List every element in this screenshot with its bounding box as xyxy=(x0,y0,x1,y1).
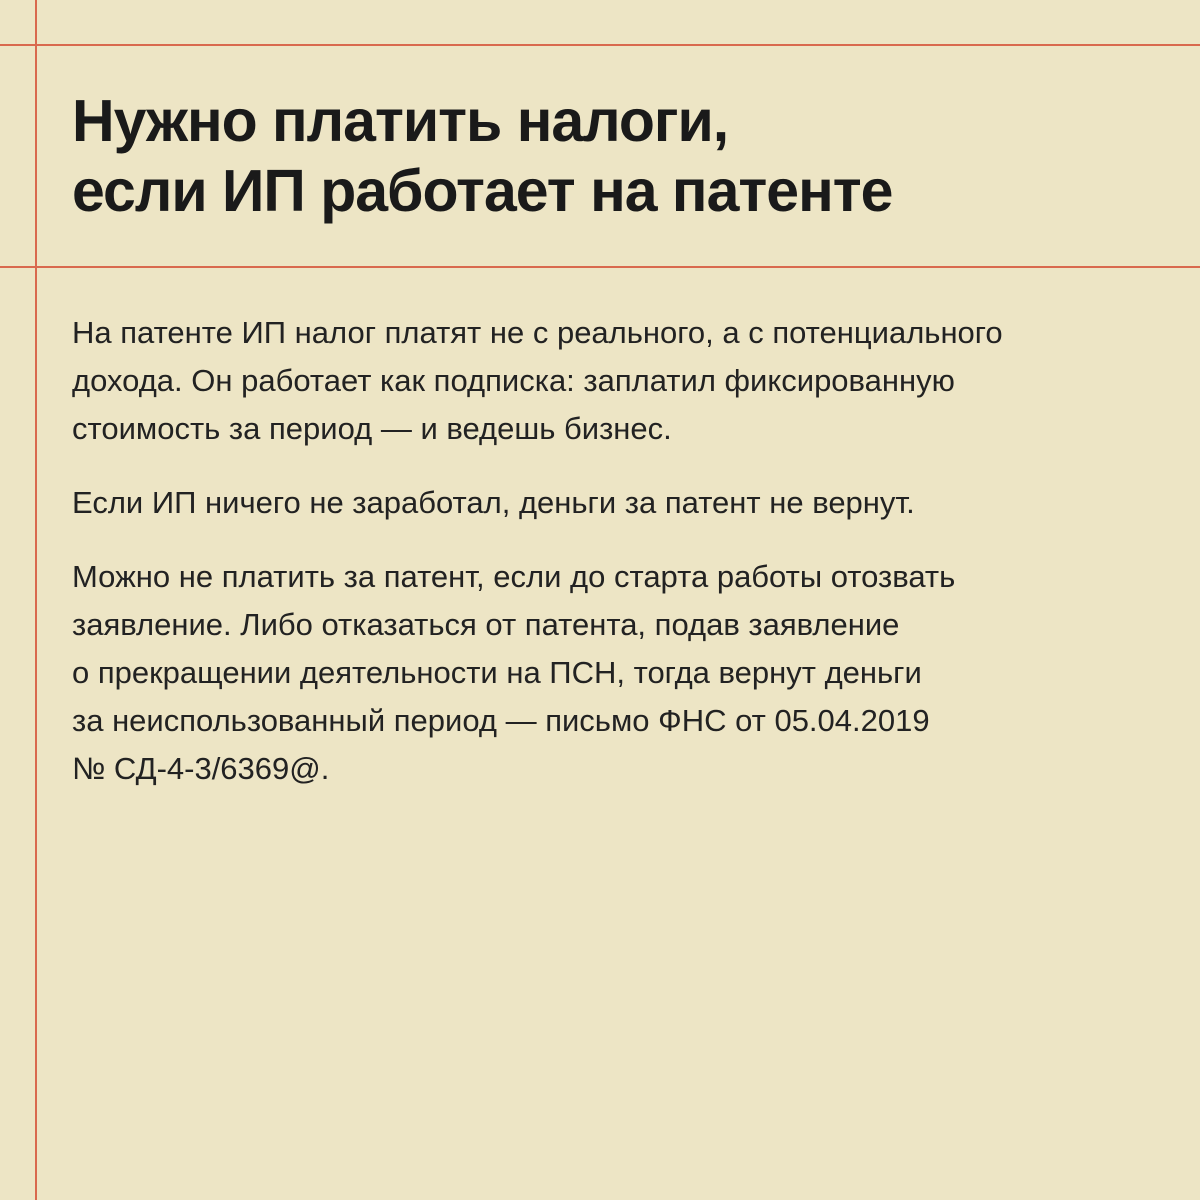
body-text xyxy=(72,309,1172,819)
text-line: заявление. Либо отказаться от патента, подав заявление xyxy=(72,607,900,642)
paragraph-how-to-avoid-payment xyxy=(72,553,1172,793)
text-line: Можно не платить за патент, если до старта работы отозвать xyxy=(72,559,956,594)
text-line: стоимость за период — и ведешь бизнес. xyxy=(72,411,672,446)
title-line: Нужно платить налоги, xyxy=(72,88,729,154)
text-line: № СД-4-3/6369@. xyxy=(72,751,330,786)
title-line: если ИП работает на патенте xyxy=(72,158,893,224)
rule-horizontal-under-title xyxy=(0,266,1200,268)
text-line: На патенте ИП налог платят не с реального, а с потенциального xyxy=(72,315,1003,350)
page-title xyxy=(72,86,1172,226)
paragraph-no-refund xyxy=(72,479,1172,527)
text-line: дохода. Он работает как подписка: заплатил фиксированную xyxy=(72,363,955,398)
margin-rule-vertical xyxy=(35,0,37,1200)
text-line: за неиспользованный период — письмо ФНС от 05.04.2019 xyxy=(72,703,930,738)
text-line: о прекращении деятельности на ПСН, тогда вернут деньги xyxy=(72,655,922,690)
text-line: Если ИП ничего не заработал, деньги за патент не вернут. xyxy=(72,485,915,520)
paragraph-patent-explanation xyxy=(72,309,1172,453)
rule-horizontal-top xyxy=(0,44,1200,46)
